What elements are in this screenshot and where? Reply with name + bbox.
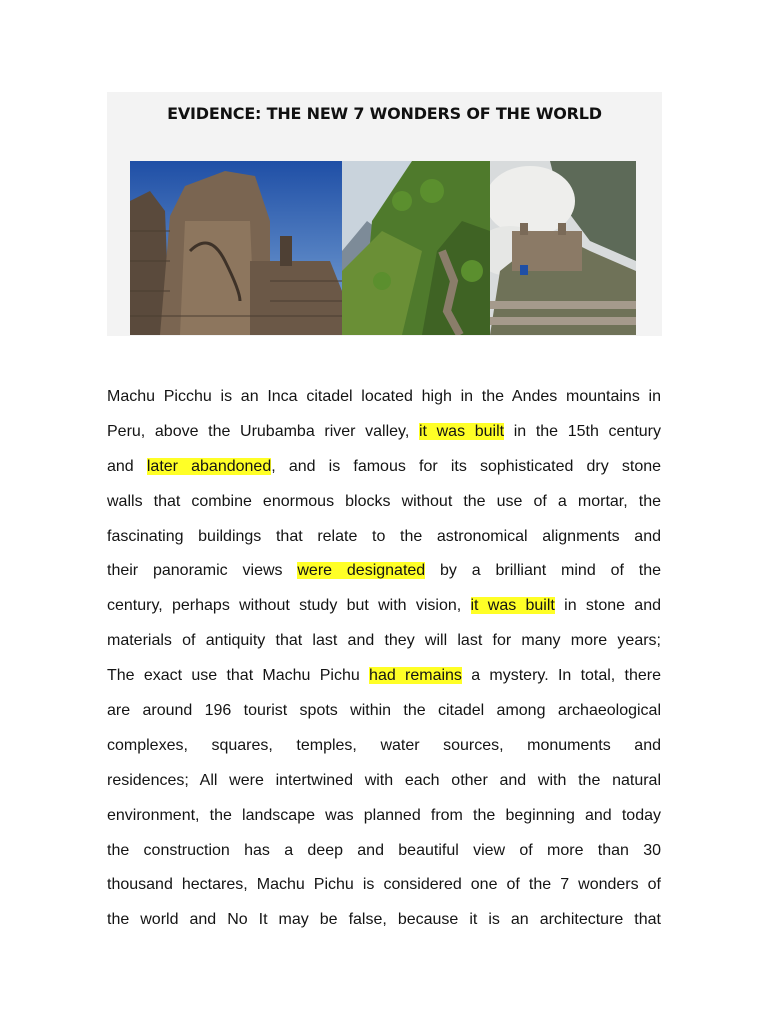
text-line [107,903,661,938]
text-segment: in the 15th century [504,422,661,440]
text-segment: their panoramic views [107,562,298,580]
text-segment: The exact use that Machu Pichu [107,667,370,685]
text-segment: in stone and [554,597,661,615]
document-title: EVIDENCE: THE NEW 7 WONDERS OF THE WORLD [167,104,602,123]
text-segment: walls that combine enormous blocks without the use of a mortar, the [107,492,661,510]
highlighted-phrase: it was built [470,597,555,615]
highlighted-phrase: were designated [297,562,426,580]
text-segment: Machu Picchu is an Inca citadel located high in the Andes mountains in [107,388,661,405]
text-segment: materials of antiquity that last and they will last for many more years; [107,632,661,650]
text-line [107,868,661,903]
text-segment: , and is famous for its sophisticated dry stone [271,457,661,475]
text-line [107,624,661,659]
text-line [107,799,661,834]
green-mountain-trail-photo [342,161,490,335]
text-line [107,834,661,869]
text-line [107,450,661,485]
text-line [107,764,661,799]
text-segment: a mystery. In total, there [461,667,661,685]
text-segment: century, perhaps without study but with vision, [107,597,471,615]
highlighted-phrase: had remains [369,667,462,685]
text-segment: thousand hectares, Machu Pichu is considered one of the 7 wonders of [107,876,661,894]
text-line [107,415,661,450]
inca-stone-tower-photo [130,161,342,335]
text-segment: and [107,457,147,475]
cloudy-mountain-ruins-photo [490,161,636,335]
text-segment: complexes, squares, temples, water sources, monuments and [107,736,661,754]
text-segment: are around 196 tourist spots within the citadel among archaeological [107,702,661,720]
text-segment: the world and No It may be false, because it is an architecture that [107,911,661,929]
text-line [107,520,661,555]
text-segment: residences; All were intertwined with each other and with the natural [107,771,661,789]
text-segment: fascinating buildings that relate to the astronomical alignments and [107,527,661,545]
text-line [107,380,661,415]
text-segment: environment, the landscape was planned from the beginning and today [107,806,661,824]
text-line [107,659,661,694]
text-line [107,485,661,520]
text-line [107,729,661,764]
text-line [107,589,661,624]
highlighted-phrase: later abandoned [146,457,272,475]
text-segment: the construction has a deep and beautiful view of more than 30 [107,841,661,859]
text-line [107,694,661,729]
text-segment: by a brilliant mind of the [425,562,661,580]
text-line [107,554,661,589]
body-paragraph [107,380,661,938]
highlighted-phrase: it was built [418,422,505,440]
text-segment: Peru, above the Urubamba river valley, [107,422,419,440]
